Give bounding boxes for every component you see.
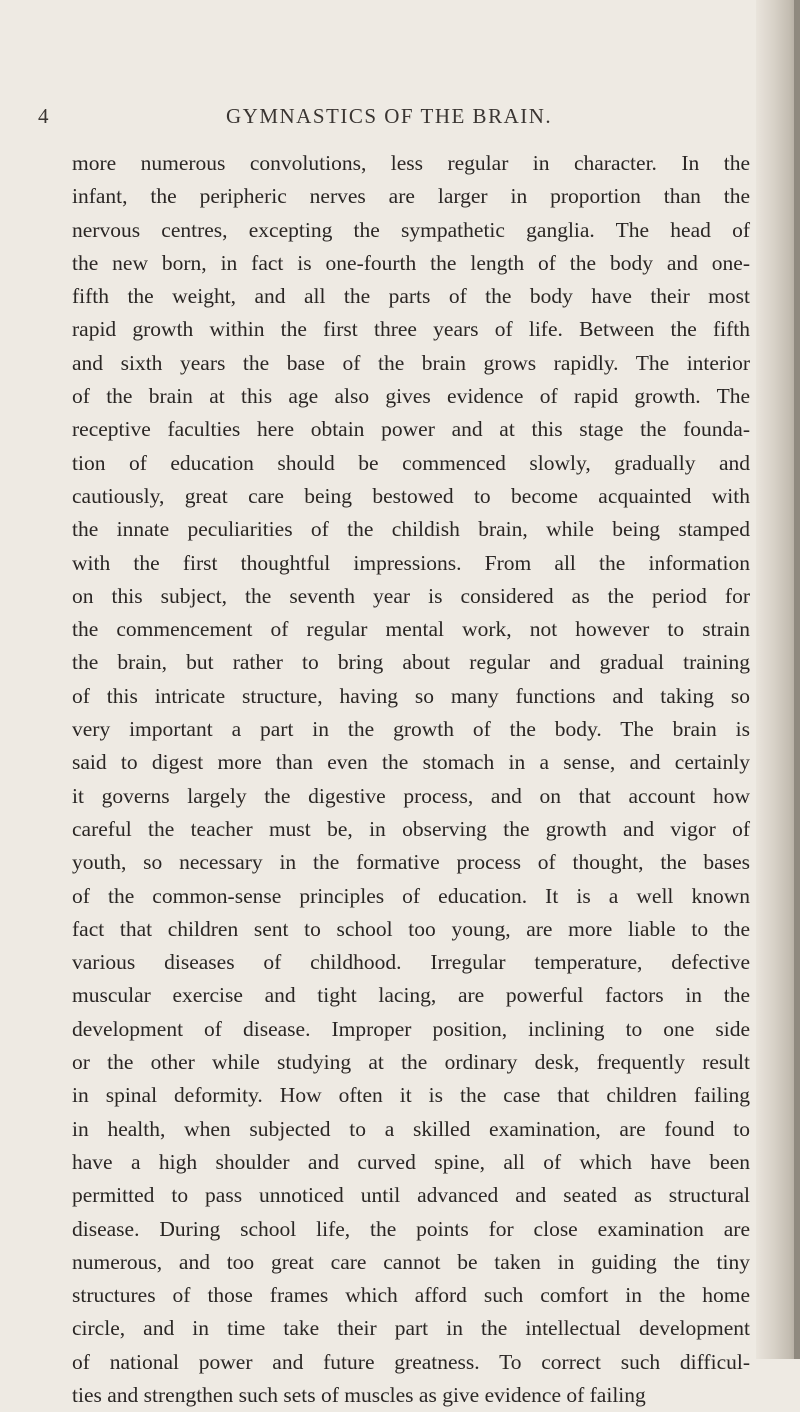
- text-line: the brain, but rather to bring about regular and gradual training: [72, 650, 750, 675]
- text-line: on this subject, the seventh year is considered as the period for: [72, 583, 750, 608]
- text-line: the new born, in fact is one-fourth the length of the body and one-: [72, 250, 750, 275]
- text-line: permitted to pass unnoticed until advanced and seated as structural: [72, 1183, 750, 1208]
- text-line: and sixth years the base of the brain grows rapidly. The interior: [72, 350, 750, 375]
- text-line: nervous centres, excepting the sympathetic ganglia. The head of: [72, 217, 750, 242]
- text-line: of the common-sense principles of education. It is a well known: [72, 883, 750, 908]
- text-line: said to digest more than even the stomach in a sense, and certainly: [72, 750, 750, 775]
- text-line: disease. During school life, the points for close examination are: [72, 1216, 750, 1241]
- text-line: numerous, and too great care cannot be taken in guiding the tiny: [72, 1249, 750, 1274]
- text-line: circle, and in time take their part in the intellectual development: [72, 1316, 750, 1341]
- text-line: very important a part in the growth of the body. The brain is: [72, 717, 750, 742]
- text-line: the innate peculiarities of the childish brain, while being stamped: [72, 517, 750, 542]
- page-edge-shadow: [756, 0, 800, 1359]
- text-line: careful the teacher must be, in observing the growth and vigor of: [72, 816, 750, 841]
- text-line: muscular exercise and tight lacing, are powerful factors in the: [72, 983, 750, 1008]
- text-line: tion of education should be commenced slowly, gradually and: [72, 450, 750, 475]
- text-line: infant, the peripheric nerves are larger in proportion than the: [72, 184, 750, 209]
- text-line: of the brain at this age also gives evidence of rapid growth. The: [72, 384, 750, 409]
- body-text: [72, 147, 750, 1412]
- text-line: various diseases of childhood. Irregular temperature, defective: [72, 950, 750, 975]
- text-line: rapid growth within the first three years of life. Between the fifth: [72, 317, 750, 342]
- text-line: fifth the weight, and all the parts of the body have their most: [72, 284, 750, 309]
- text-line: structures of those frames which afford such comfort in the home: [72, 1283, 750, 1308]
- text-line: more numerous convolutions, less regular in character. In the: [72, 151, 750, 175]
- text-line: receptive faculties here obtain power and at this stage the founda-: [72, 417, 750, 442]
- text-line: of national power and future greatness. To correct such difficul-: [72, 1349, 750, 1374]
- page-number: 4: [38, 104, 49, 128]
- running-head: GYMNASTICS OF THE BRAIN.: [226, 104, 553, 128]
- text-line: ties and strengthen such sets of muscles as give evidence of failing: [72, 1382, 646, 1407]
- text-line: or the other while studying at the ordinary desk, frequently result: [72, 1050, 750, 1075]
- text-line: cautiously, great care being bestowed to become acquainted with: [72, 483, 750, 508]
- text-line: in spinal deformity. How often it is the case that children failing: [72, 1083, 750, 1108]
- text-line: of this intricate structure, having so many functions and taking so: [72, 683, 750, 708]
- text-line: it governs largely the digestive process, and on that account how: [72, 783, 750, 808]
- text-line: the commencement of regular mental work, not however to strain: [72, 617, 750, 642]
- text-line: have a high shoulder and curved spine, all of which have been: [72, 1149, 750, 1174]
- text-line: in health, when subjected to a skilled examination, are found to: [72, 1116, 750, 1141]
- text-line: with the first thoughtful impressions. From all the information: [72, 550, 750, 575]
- text-line: development of disease. Improper position, inclining to one side: [72, 1016, 750, 1041]
- text-line: fact that children sent to school too young, are more liable to the: [72, 916, 750, 941]
- page-header: [0, 104, 800, 134]
- text-line: youth, so necessary in the formative process of thought, the bases: [72, 850, 750, 875]
